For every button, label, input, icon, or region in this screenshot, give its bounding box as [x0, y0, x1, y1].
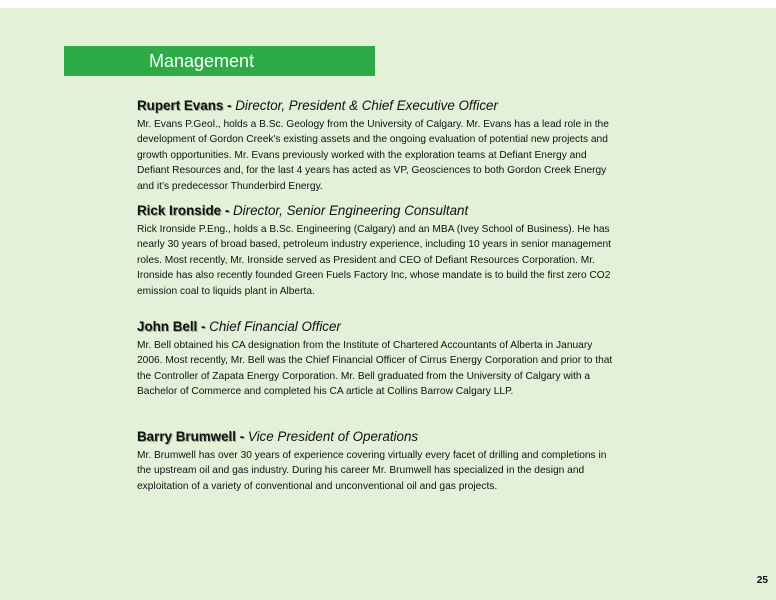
person-heading: [137, 428, 617, 445]
slide-page: [0, 8, 776, 600]
person-bio: Mr. Bell obtained his CA designation from the Institute of Chartered Accountants of Alberta in January 2006. Most recently, Mr. Bell was the Chief Financial Officer of Cirrus Energy Corporation and prior to that the Controller of Zapata Energy Corporation. Mr. Bell graduated from the University of Calgary with a Bachelor of Commerce and completed his CA article at Collins Barrow Calgary LLP.: [137, 340, 613, 398]
person-name: Barry Brumwell: [137, 429, 236, 444]
section-header-banner: [64, 46, 375, 76]
person-name: Rick Ironside: [137, 203, 222, 218]
person-name: John Bell: [137, 319, 198, 334]
person-bio: Mr. Brumwell has over 30 years of experience covering virtually every facet of drilling and completions in the upstream oil and gas industry. During his career Mr. Brumwell has specialized in the design and exploitation of a variety of conventional and unconventional oil and gas projects.: [137, 450, 607, 492]
heading-separator: -: [197, 319, 210, 334]
person-heading: [137, 202, 617, 219]
section-title: Management: [149, 51, 255, 71]
person-heading: [137, 318, 617, 335]
person-entry-barry-brumwell: [137, 428, 617, 494]
person-entry-rupert-evans: [137, 97, 617, 194]
heading-separator: -: [235, 429, 248, 444]
person-role: Director, Senior Engineering Consultant: [233, 203, 469, 218]
heading-separator: -: [221, 203, 233, 218]
person-entry-john-bell: [137, 318, 617, 400]
page-number: 25: [756, 575, 768, 586]
person-bio: Rick Ironside P.Eng., holds a B.Sc. Engineering (Calgary) and an MBA (Ivey School of Business). He has nearly 30 years of broad based, petroleum industry experience, including 10 years in senior management roles. Most recently, Mr. Ironside served as President and CEO of Defiant Resources Corporation. Mr. Ironside has also recently founded Green Fuels Factory Inc, whose mandate is to build the first zero CO2 emission coal to liquids plant in Alberta.: [137, 224, 611, 297]
person-role: Vice President of Operations: [247, 429, 419, 444]
person-entry-rick-ironside: [137, 202, 617, 299]
person-name: Rupert Evans: [137, 98, 224, 113]
person-bio: Mr. Evans P.Geol., holds a B.Sc. Geology from the University of Calgary. Mr. Evans has a lead role in the development of Gordon Creek's existing assets and the ongoing evaluation of potential new projects and growth opportunities. Mr. Evans previously worked with the exploration teams at Defiant Energy and Defiant Resources and, for the last 4 years has acted as VP, Geosciences to both Gordon Creek Energy and it’s predecessor Thunderbird Energy.: [137, 119, 609, 192]
person-role: Director, President & Chief Executive Officer: [235, 98, 498, 113]
heading-separator: -: [223, 98, 236, 113]
person-heading: [137, 97, 617, 114]
person-role: Chief Financial Officer: [209, 319, 341, 334]
